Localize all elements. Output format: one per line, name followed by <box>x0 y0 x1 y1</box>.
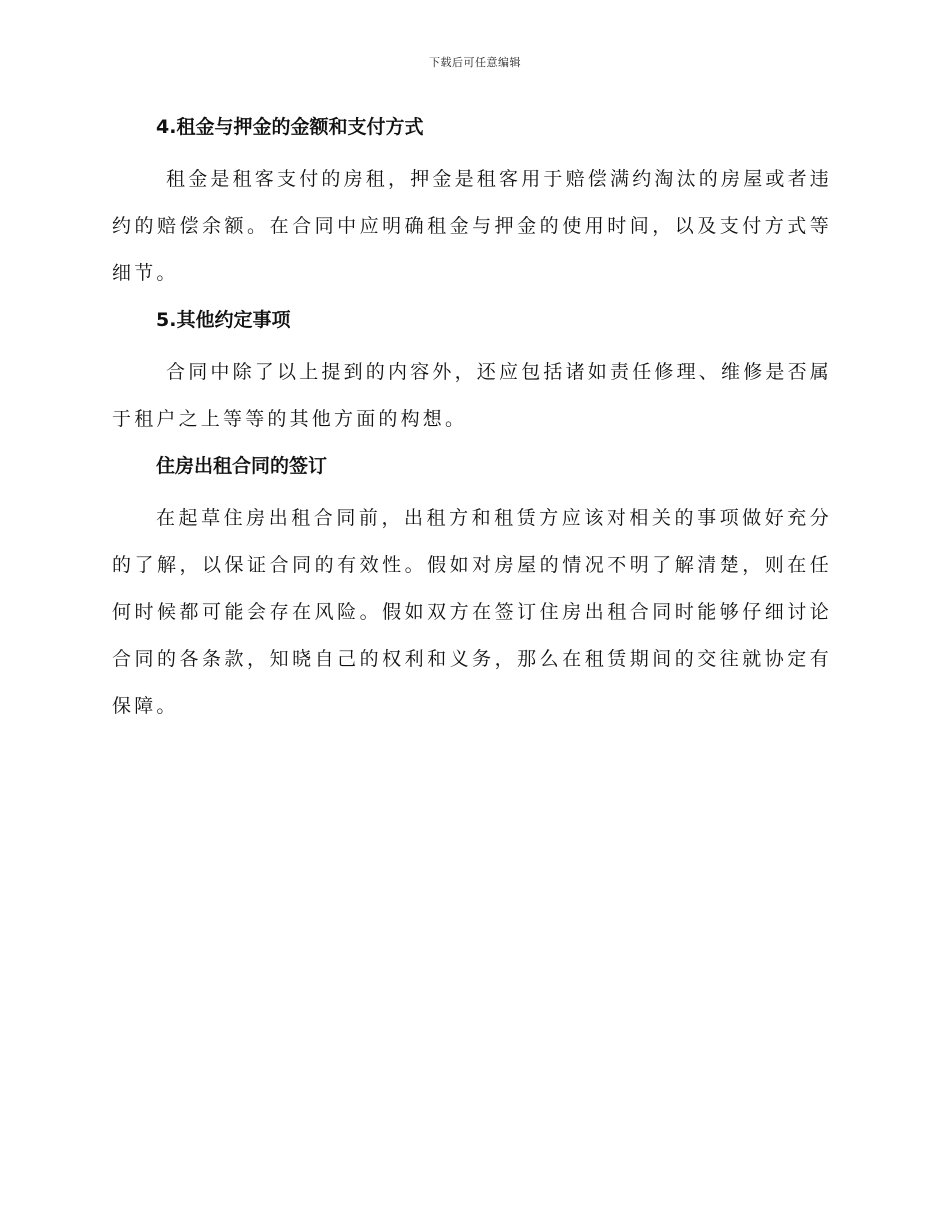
document-body <box>112 110 832 730</box>
section-heading-contract-signing: 住房出租合同的签订 <box>156 455 328 477</box>
section-paragraph-other-terms: 合同中除了以上提到的内容外，还应包括诸如责任修理、维修是否属于租户之上等等的其他方面的构想。 <box>112 361 833 430</box>
section-heading-other-terms: 5.其他约定事项 <box>156 309 291 331</box>
section-paragraph-rent-deposit: 租金是租客支付的房租，押金是租客用于赔偿满约淘汰的房屋或者违约的赔偿余额。在合同中应明确租金与押金的使用时间，以及支付方式等细节。 <box>112 168 833 284</box>
section-heading-rent-deposit: 4.租金与押金的金额和支付方式 <box>156 116 424 138</box>
section-paragraph-contract-signing: 在起草住房出租合同前，出租方和租赁方应该对相关的事项做好充分的了解，以保证合同的有效性。假如对房屋的情况不明了解清楚，则在任何时候都可能会存在风险。假如双方在签订住房出租合同时能够仔细讨论合同的各条款，知晓自己的权利和义务，那么在租赁期间的交往就协定有保障。 <box>112 507 832 717</box>
page-header-note: 下载后可任意编辑 <box>429 56 521 69</box>
